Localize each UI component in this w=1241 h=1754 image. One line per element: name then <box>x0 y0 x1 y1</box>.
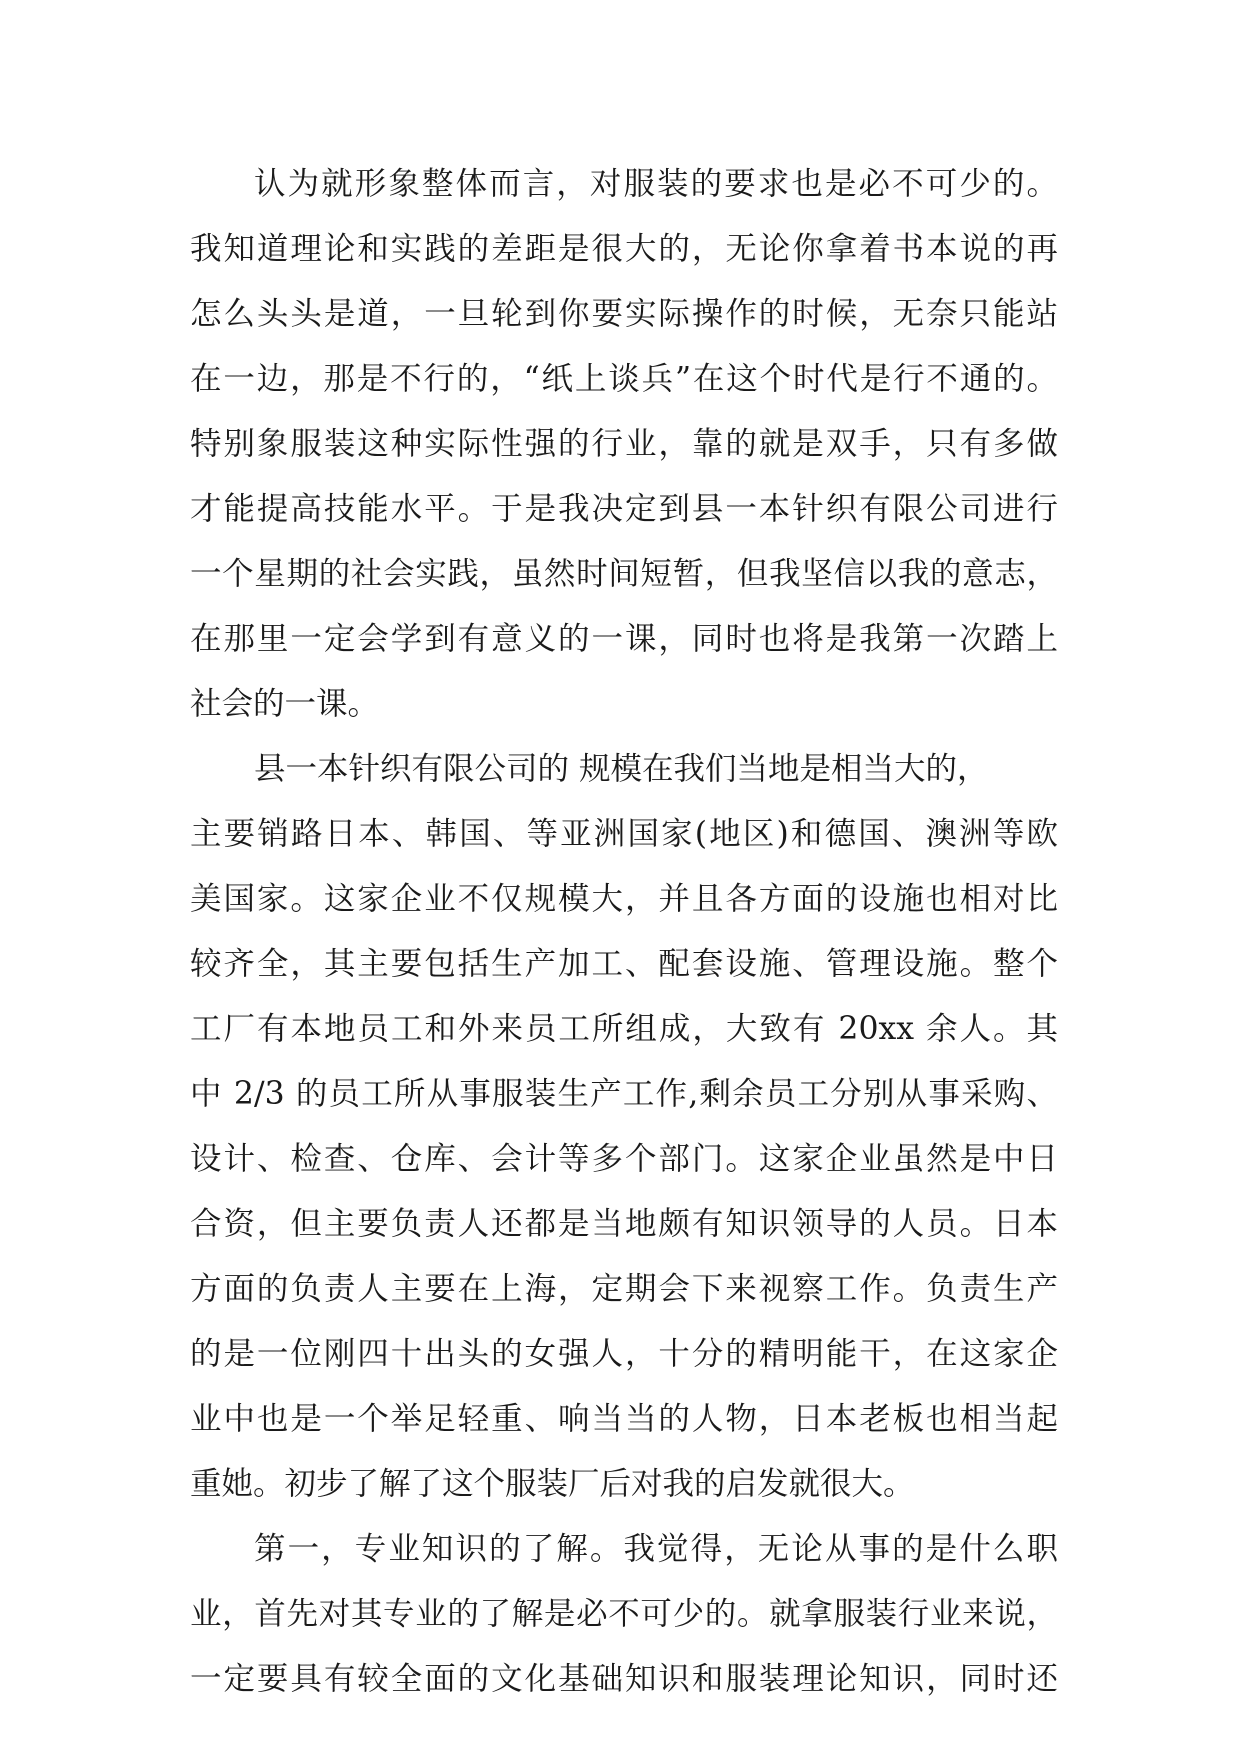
text-line: 合资，但主要负责人还都是当地颇有知识领导的人员。日本 <box>190 1206 1058 1242</box>
text-line: 一个星期的社会实践，虽然时间短暂，但我坚信以我的意志， <box>190 556 1058 592</box>
text-line: 我知道理论和实践的差距是很大的，无论你拿着书本说的再 <box>190 231 1058 267</box>
text-line: 业中也是一个举足轻重、响当当的人物，日本老板也相当起 <box>190 1401 1058 1437</box>
text-line: 的是一位刚四十出头的女强人，十分的精明能干，在这家企 <box>190 1336 1058 1372</box>
text-line: 业，首先对其专业的了解是必不可少的。就拿服装行业来说， <box>190 1596 1058 1632</box>
text-line: 方面的负责人主要在上海，定期会下来视察工作。负责生产 <box>190 1271 1058 1307</box>
text-line: 认为就形象整体而言，对服装的要求也是必不可少的。 <box>254 166 1058 202</box>
text-line: 县一本针织有限公司的 规模在我们当地是相当大的， <box>254 751 989 787</box>
text-line: 第一，专业知识的了解。我觉得，无论从事的是什么职 <box>254 1531 1058 1567</box>
text-line: 怎么头头是道，一旦轮到你要实际操作的时候，无奈只能站 <box>190 296 1058 332</box>
text-line: 设计、检查、仓库、会计等多个部门。这家企业虽然是中日 <box>190 1141 1058 1177</box>
text-line: 在一边，那是不行的，“纸上谈兵”在这个时代是行不通的。 <box>190 361 1058 397</box>
text-line: 特别象服装这种实际性强的行业，靠的就是双手，只有多做 <box>190 426 1058 462</box>
text-line: 美国家。这家企业不仅规模大，并且各方面的设施也相对比 <box>190 881 1058 917</box>
text-line: 在那里一定会学到有意义的一课，同时也将是我第一次踏上 <box>190 621 1058 657</box>
text-line: 工厂有本地员工和外来员工所组成，大致有 20xx 余人。其 <box>190 1011 1058 1047</box>
text-line: 才能提高技能水平。于是我决定到县一本针织有限公司进行 <box>190 491 1058 527</box>
text-line: 主要销路日本、韩国、等亚洲国家(地区)和德国、澳洲等欧 <box>190 816 1058 852</box>
document-body <box>190 152 1058 1712</box>
text-line: 中 2/3 的员工所从事服装生产工作,剩余员工分别从事采购、 <box>190 1076 1058 1112</box>
text-line: 社会的一课。 <box>190 686 380 722</box>
text-line: 重她。初步了解了这个服装厂后对我的启发就很大。 <box>190 1466 915 1502</box>
text-line: 较齐全，其主要包括生产加工、配套设施、管理设施。整个 <box>190 946 1058 982</box>
text-line: 一定要具有较全面的文化基础知识和服装理论知识，同时还 <box>190 1661 1058 1697</box>
